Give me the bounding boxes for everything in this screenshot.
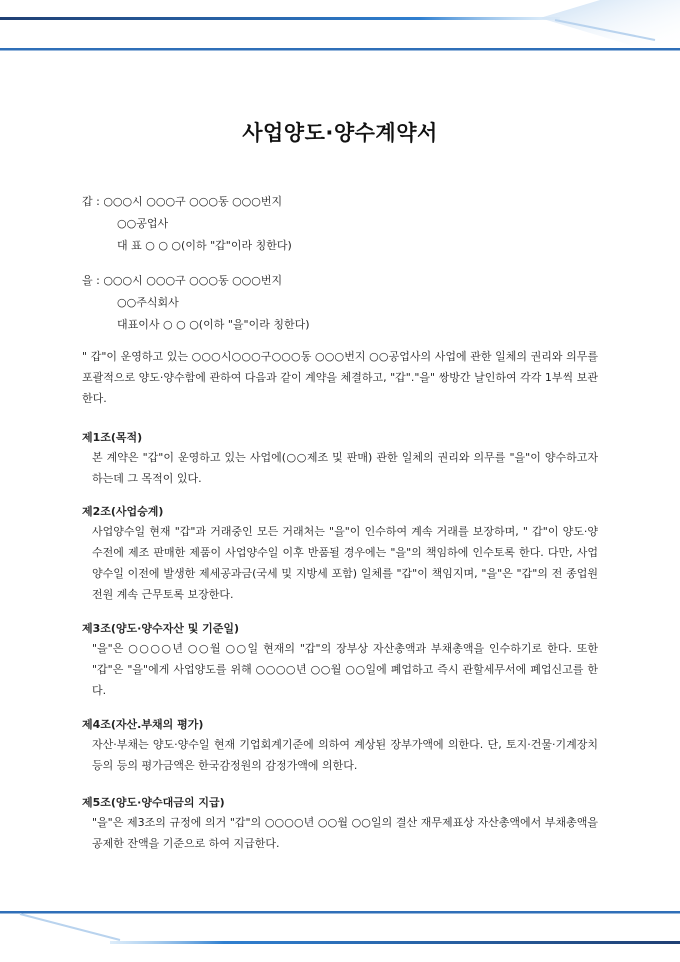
article-5 — [82, 794, 598, 854]
article-heading: 제3조(양도·양수자산 및 기준일) — [82, 622, 240, 635]
article-heading: 제2조(사업승계) — [82, 505, 164, 518]
intro-paragraph: " 갑"이 운영하고 있는 ○○○시○○○구○○○동 ○○○번지 ○○공업사의 사업에 관한 일체의 권리와 의무를 포괄적으로 양도·양수함에 관하여 다음과 같이 계약을 체결하고, "갑"."을" 쌍방간 날인하여 각각 1부씩 보관한다. — [82, 350, 598, 405]
article-body: 자산·부채는 양도·양수일 현재 기업회계기준에 의하여 계상된 장부가액에 의한다. 단, 토지·건물·기계장치 등의 등의 평가금액은 한국감정원의 감정가액에 의한다. — [92, 738, 598, 772]
party-b-company: ○○주식회사 — [117, 296, 179, 309]
party-b-address: 을 : ○○○시 ○○○구 ○○○동 ○○○번지 — [82, 274, 283, 287]
party-b-block — [82, 270, 310, 336]
article-heading: 제4조(자산.부채의 평가) — [82, 718, 204, 731]
party-a-block — [82, 191, 292, 257]
article-3 — [82, 620, 598, 701]
party-a-company: ○○공업사 — [117, 217, 169, 230]
article-1 — [82, 429, 598, 489]
page-title: 사업양도·양수계약서 — [242, 121, 438, 145]
party-a-representative: 대 표 ○ ○ ○(이하 "갑"이라 칭한다) — [117, 239, 292, 252]
header-decoration — [0, 0, 680, 60]
article-body: 본 계약은 "갑"이 운영하고 있는 사업에(○○제조 및 판매) 관한 일체의 권리와 의무를 "을"이 양수하고자 하는데 그 목적이 있다. — [92, 451, 598, 485]
article-4 — [82, 716, 598, 776]
article-body: 사업양수일 현재 "갑"과 거래중인 모든 거래처는 "을"이 인수하여 계속 거래를 보장하며, " 갑"이 양도·양수전에 제조 판매한 제품이 사업양수일 이후 반품될 경우에는 "을"의 책임하에 인수토록 한다. 다만, 사업양수일 이전에 발생한 제세공과금(국세 및 지방세 포함) 일체를 "갑"이 책임지며, "을"은 "갑"의 전 종업원 전원 계속 근무토록 보장한다. — [92, 525, 598, 601]
party-b-representative: 대표이사 ○ ○ ○(이하 "을"이라 칭한다) — [117, 318, 310, 331]
article-2 — [82, 503, 598, 605]
article-body: "을"은 제3조의 규정에 의거 "갑"의 ○○○○년 ○○월 ○○일의 결산 재무제표상 자산총액에서 부채총액을 공제한 잔액을 기준으로 하여 지급한다. — [92, 816, 598, 850]
article-heading: 제5조(양도·양수대금의 지급) — [82, 796, 225, 809]
party-a-address: 갑 : ○○○시 ○○○구 ○○○동 ○○○번지 — [82, 195, 283, 208]
footer-decoration — [0, 900, 680, 962]
article-body: "을"은 ○○○○년 ○○월 ○○일 현재의 "갑"의 장부상 자산총액과 부채총액을 인수하기로 한다. 또한 "갑"은 "을"에게 사업양도를 위해 ○○○○년 ○○월 ○○일에 폐업하고 즉시 관할세무서에 폐업신고를 한다. — [92, 642, 598, 697]
article-heading: 제1조(목적) — [82, 431, 143, 444]
